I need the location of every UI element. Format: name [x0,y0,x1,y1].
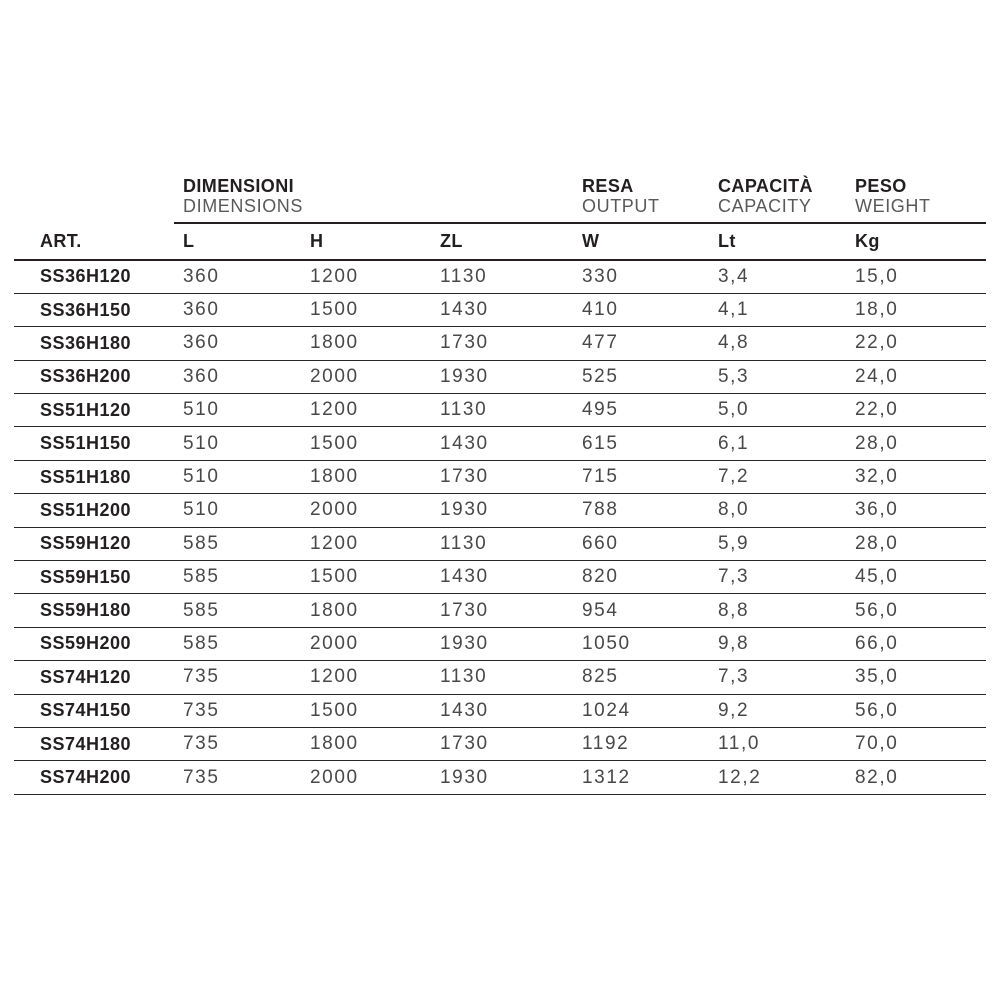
table-row [14,761,986,794]
value-cell-w: 615 [582,427,718,460]
value-cell-w: 954 [582,594,718,627]
value-cell-h: 1800 [310,460,440,493]
value-cell-kg: 66,0 [855,627,986,660]
value-cell-zl: 1130 [440,527,582,560]
column-header-art: ART. [14,223,174,260]
group-subtitle-weight: WEIGHT [855,196,931,216]
value-cell-lt: 4,1 [718,293,855,326]
value-cell-zl: 1730 [440,460,582,493]
value-cell-kg: 32,0 [855,460,986,493]
value-cell-h: 1500 [310,561,440,594]
column-header-kg: Kg [855,223,986,260]
art-code-cell: SS59H120 [14,527,174,560]
group-subtitle-dimensions: DIMENSIONS [183,196,304,216]
value-cell-h: 2000 [310,627,440,660]
value-cell-l: 360 [174,260,310,293]
value-cell-zl: 1930 [440,360,582,393]
group-header-capacity [718,176,855,223]
value-cell-kg: 18,0 [855,293,986,326]
column-header-w: W [582,223,718,260]
value-cell-zl: 1130 [440,661,582,694]
value-cell-zl: 1930 [440,627,582,660]
value-cell-l: 510 [174,494,310,527]
table-row [14,561,986,594]
art-code-cell: SS36H150 [14,293,174,326]
value-cell-lt: 6,1 [718,427,855,460]
group-title-peso: PESO [855,176,907,196]
group-header-weight [855,176,986,223]
value-cell-kg: 70,0 [855,727,986,760]
value-cell-w: 1312 [582,761,718,794]
value-cell-w: 660 [582,527,718,560]
value-cell-zl: 1730 [440,327,582,360]
value-cell-kg: 15,0 [855,260,986,293]
value-cell-h: 1200 [310,260,440,293]
group-header-row [14,176,986,223]
table-row [14,360,986,393]
value-cell-lt: 12,2 [718,761,855,794]
table-row [14,627,986,660]
table-row [14,260,986,293]
column-header-h: H [310,223,440,260]
value-cell-lt: 4,8 [718,327,855,360]
group-header-dimensions [174,176,582,223]
art-code-cell: SS59H180 [14,594,174,627]
value-cell-kg: 22,0 [855,394,986,427]
value-cell-kg: 82,0 [855,761,986,794]
value-cell-l: 360 [174,360,310,393]
value-cell-lt: 5,9 [718,527,855,560]
group-title-dimensioni: DIMENSIONI [183,176,295,196]
art-code-cell: SS36H180 [14,327,174,360]
value-cell-h: 1200 [310,527,440,560]
value-cell-h: 1200 [310,661,440,694]
value-cell-w: 330 [582,260,718,293]
value-cell-h: 2000 [310,494,440,527]
table-row [14,727,986,760]
unit-header-row [14,223,986,260]
column-header-zl: ZL [440,223,582,260]
table-row [14,661,986,694]
value-cell-zl: 1430 [440,694,582,727]
value-cell-kg: 24,0 [855,360,986,393]
value-cell-kg: 45,0 [855,561,986,594]
value-cell-l: 585 [174,594,310,627]
value-cell-w: 1192 [582,727,718,760]
value-cell-l: 585 [174,527,310,560]
value-cell-zl: 1430 [440,293,582,326]
value-cell-w: 1050 [582,627,718,660]
value-cell-kg: 36,0 [855,494,986,527]
value-cell-lt: 9,2 [718,694,855,727]
value-cell-kg: 28,0 [855,427,986,460]
product-spec-table [14,176,986,795]
value-cell-kg: 35,0 [855,661,986,694]
group-title-capacita: CAPACITÀ [718,176,813,196]
value-cell-lt: 5,3 [718,360,855,393]
value-cell-zl: 1130 [440,260,582,293]
value-cell-h: 1500 [310,293,440,326]
value-cell-zl: 1430 [440,427,582,460]
value-cell-l: 735 [174,661,310,694]
value-cell-zl: 1930 [440,494,582,527]
column-header-lt: Lt [718,223,855,260]
group-subtitle-capacity: CAPACITY [718,196,812,216]
value-cell-lt: 3,4 [718,260,855,293]
value-cell-lt: 8,8 [718,594,855,627]
art-code-cell: SS74H120 [14,661,174,694]
table-head [14,176,986,260]
art-code-cell: SS74H200 [14,761,174,794]
group-header-spacer [14,176,174,223]
value-cell-zl: 1130 [440,394,582,427]
value-cell-kg: 22,0 [855,327,986,360]
art-code-cell: SS59H200 [14,627,174,660]
value-cell-lt: 11,0 [718,727,855,760]
value-cell-w: 477 [582,327,718,360]
value-cell-kg: 28,0 [855,527,986,560]
value-cell-h: 1500 [310,694,440,727]
value-cell-w: 1024 [582,694,718,727]
table-row [14,293,986,326]
value-cell-w: 410 [582,293,718,326]
value-cell-l: 735 [174,761,310,794]
value-cell-lt: 7,3 [718,561,855,594]
value-cell-w: 715 [582,460,718,493]
value-cell-w: 825 [582,661,718,694]
value-cell-h: 1200 [310,394,440,427]
value-cell-zl: 1730 [440,727,582,760]
table-row [14,460,986,493]
value-cell-zl: 1930 [440,761,582,794]
value-cell-l: 585 [174,561,310,594]
value-cell-h: 1800 [310,327,440,360]
value-cell-h: 2000 [310,360,440,393]
table-row [14,694,986,727]
art-code-cell: SS51H200 [14,494,174,527]
value-cell-kg: 56,0 [855,594,986,627]
value-cell-l: 510 [174,394,310,427]
table-row [14,594,986,627]
table-row [14,527,986,560]
group-title-resa: RESA [582,176,634,196]
art-code-cell: SS59H150 [14,561,174,594]
table-row [14,394,986,427]
value-cell-zl: 1730 [440,594,582,627]
value-cell-w: 820 [582,561,718,594]
value-cell-h: 1800 [310,594,440,627]
value-cell-lt: 8,0 [718,494,855,527]
value-cell-zl: 1430 [440,561,582,594]
table-row [14,327,986,360]
art-code-cell: SS51H120 [14,394,174,427]
value-cell-l: 735 [174,727,310,760]
value-cell-l: 585 [174,627,310,660]
value-cell-kg: 56,0 [855,694,986,727]
value-cell-w: 788 [582,494,718,527]
table-row [14,494,986,527]
art-code-cell: SS74H150 [14,694,174,727]
value-cell-lt: 7,3 [718,661,855,694]
art-code-cell: SS51H150 [14,427,174,460]
value-cell-w: 525 [582,360,718,393]
value-cell-lt: 7,2 [718,460,855,493]
table-row [14,427,986,460]
value-cell-l: 360 [174,293,310,326]
value-cell-l: 510 [174,460,310,493]
table-body [14,260,986,794]
art-code-cell: SS36H200 [14,360,174,393]
art-code-cell: SS51H180 [14,460,174,493]
value-cell-w: 495 [582,394,718,427]
value-cell-l: 735 [174,694,310,727]
art-code-cell: SS36H120 [14,260,174,293]
art-code-cell: SS74H180 [14,727,174,760]
value-cell-h: 1500 [310,427,440,460]
group-subtitle-output: OUTPUT [582,196,660,216]
value-cell-l: 510 [174,427,310,460]
value-cell-lt: 5,0 [718,394,855,427]
value-cell-h: 1800 [310,727,440,760]
value-cell-lt: 9,8 [718,627,855,660]
group-header-output [582,176,718,223]
value-cell-l: 360 [174,327,310,360]
column-header-l: L [174,223,310,260]
value-cell-h: 2000 [310,761,440,794]
